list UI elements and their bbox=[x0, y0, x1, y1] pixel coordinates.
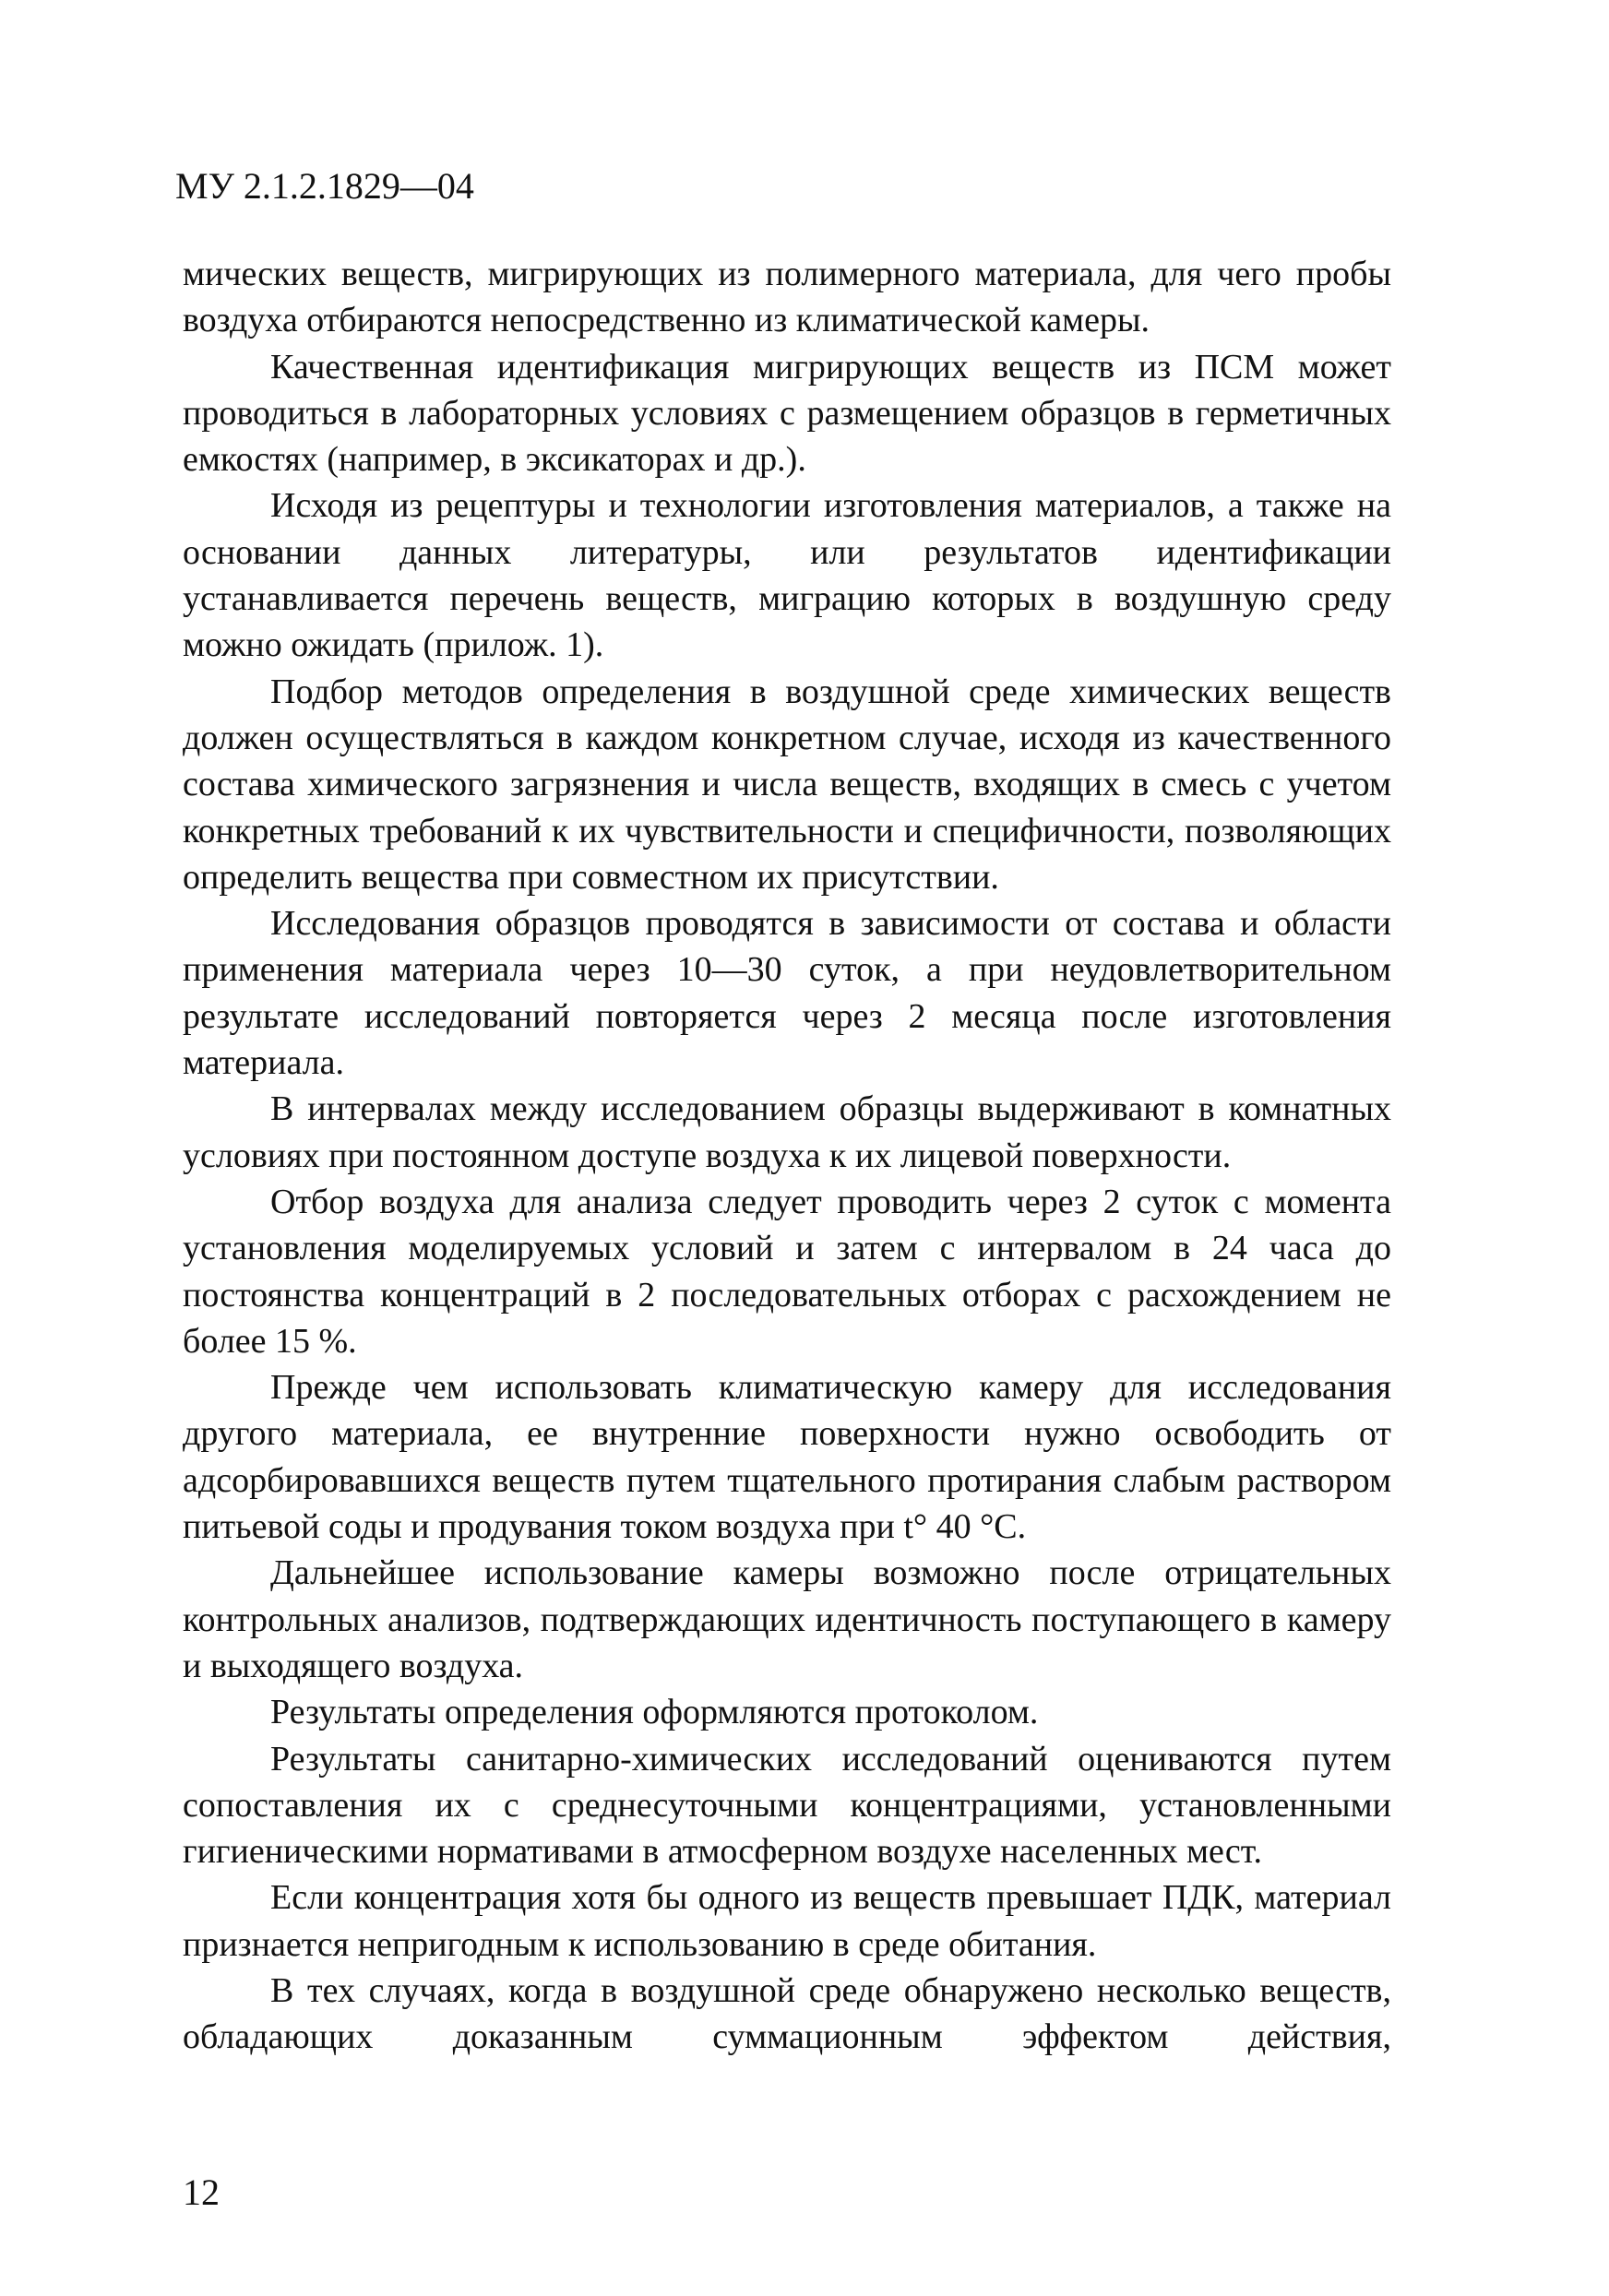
paragraph: Исследования образцов проводятся в зависимости от состава и области применения материала через 10—30 суток, а при неудовлетворительном результате исследований повторяется через 2 месяца после изготовления материала. bbox=[183, 904, 1391, 1083]
paragraph-truncated: В тех случаях, когда в воздушной среде обнаружено несколько веществ, обладающих доказанным суммационным эффектом действия, bbox=[183, 1970, 1391, 2057]
page-number: 12 bbox=[183, 2171, 220, 2213]
paragraph: Результаты определения оформляются протоколом. bbox=[270, 1693, 1039, 1732]
paragraph: В интервалах между исследованием образцы выдерживают в комнатных условиях при постоянном доступе воздуха к их лицевой поверхности. bbox=[183, 1089, 1391, 1175]
paragraph-continued: мических веществ, мигрирующих из полимерного материала, для чего пробы воздуха отбираются непосредственно из климатической камеры. bbox=[183, 255, 1391, 340]
paragraph: Отбор воздуха для анализа следует проводить через 2 суток с момента установления моделируемых условий и затем с интервалом в 24 часа до постоянства концентраций в 2 последовательных отборах с расхождением не более 15 %. bbox=[183, 1182, 1391, 1361]
paragraph: Качественная идентификация мигрирующих веществ из ПСМ может проводиться в лабораторных условиях с размещением образцов в герметичных емкостях (например, в эксикаторах и др.). bbox=[183, 347, 1391, 480]
paragraph: Исходя из рецептуры и технологии изготовления материалов, а также на основании данных литературы, или результатов идентификации устанавливается перечень веществ, миграцию которых в воздушную среду можно ожидать (прилож. 1). bbox=[183, 486, 1391, 665]
paragraph: Если концентрация хотя бы одного из веществ превышает ПДК, материал признается непригодным к использованию в среде обитания. bbox=[183, 1878, 1391, 1964]
paragraph: Прежде чем использовать климатическую камеру для исследования другого материала, ее внутренние поверхности нужно освободить от адсорбировавшихся веществ путем тщательного протирания слабым раствором питьевой соды и продувания током воздуха при t° 40 °С. bbox=[183, 1368, 1391, 1547]
document-header: МУ 2.1.2.1829—04 bbox=[175, 165, 474, 207]
paragraph: Подбор методов определения в воздушной среде химических веществ должен осуществляться в каждом конкретном случае, исходя из качественного состава химического загрязнения и числа веществ, входящих в смесь с учетом конкретных требований к их чувствительности и специфичности, позволяющих определить вещества при совместном их присутствии. bbox=[183, 672, 1391, 897]
paragraph: Результаты санитарно-химических исследований оцениваются путем сопоставления их с среднесуточными концентрациями, установленными гигиеническими нормативами в атмосферном воздухе населенных мест. bbox=[183, 1739, 1391, 1872]
paragraph: Дальнейшее использование камеры возможно после отрицательных контрольных анализов, подтверждающих идентичность поступающего в камеру и выходящего воздуха. bbox=[183, 1553, 1391, 1685]
document-body bbox=[183, 251, 1391, 2061]
